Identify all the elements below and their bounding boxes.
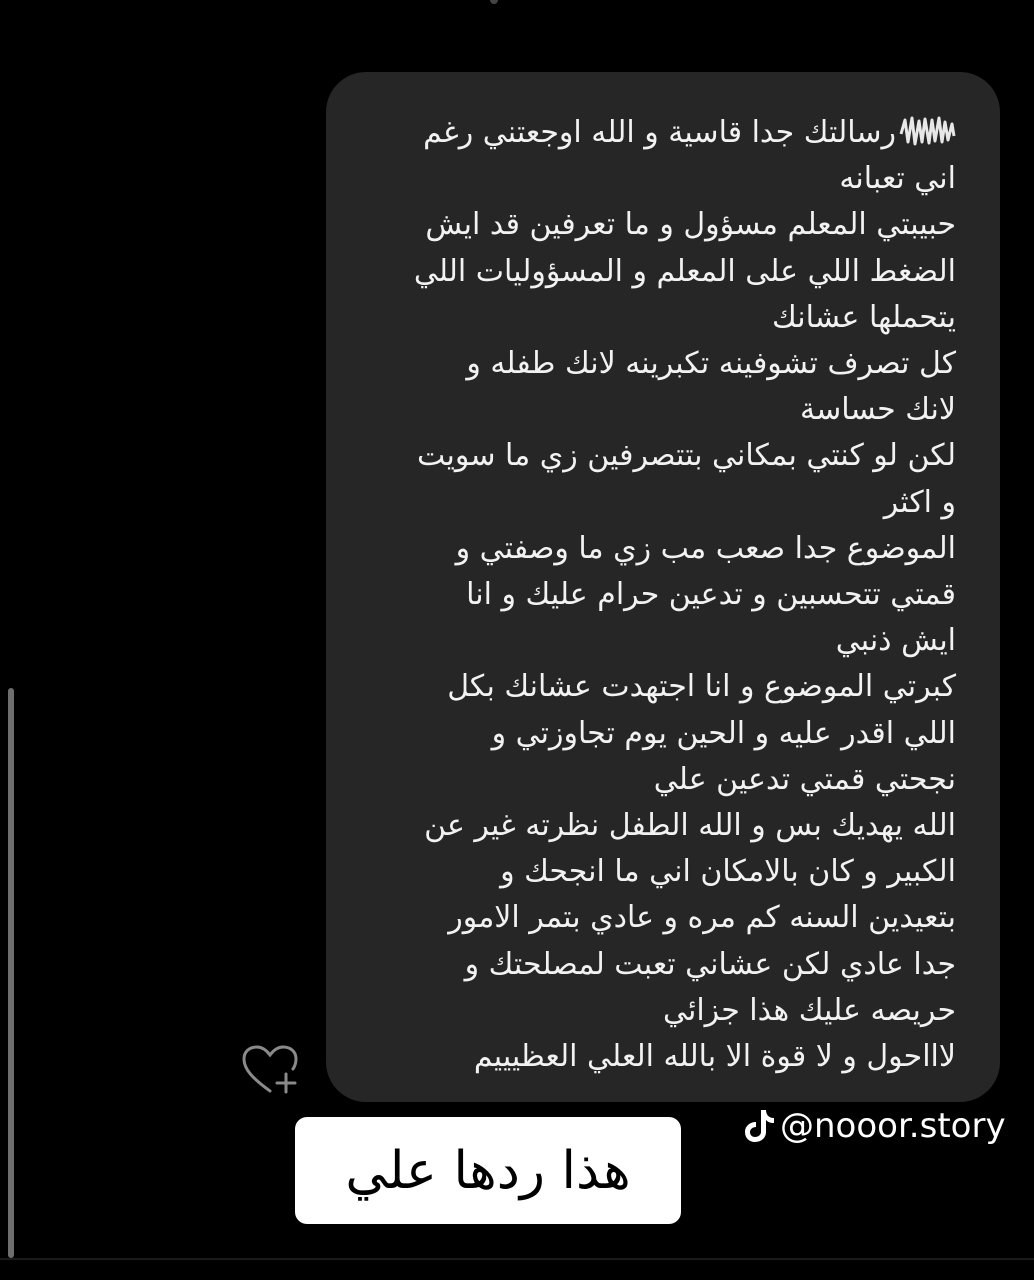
- message-line: [376, 849, 956, 895]
- message-line: [376, 387, 956, 433]
- message-line-text: اني تعبانه: [839, 161, 956, 197]
- message-line: [376, 249, 956, 295]
- message-line-text: جدا عادي لكن عشاني تعبت لمصلحتك و: [464, 946, 956, 982]
- message-line-text: حريصه عليك هذا جزائي: [662, 992, 956, 1028]
- caption-text: هذا ردها علي: [345, 1140, 631, 1201]
- message-line-text: نجحتي قمتي تدعين علي: [653, 761, 956, 797]
- message-line-text: الموضوع جدا صعب مب زي ما وصفتي و: [455, 530, 956, 566]
- message-line-text: لانك حساسة: [800, 392, 956, 428]
- message-line: [376, 757, 956, 803]
- message-line: [376, 618, 956, 664]
- message-line: [376, 664, 956, 710]
- message-line: [376, 988, 956, 1034]
- caption-box: [295, 1117, 681, 1224]
- message-line-text: ايش ذنبي: [835, 623, 956, 659]
- scribble-redaction-icon: [898, 112, 956, 150]
- message-line: [376, 942, 956, 988]
- message-bubble[interactable]: [326, 72, 1000, 1102]
- message-line: [376, 1034, 956, 1080]
- message-line-text: بتعيدين السنه كم مره و عادي بتمر الامور: [448, 900, 956, 936]
- message-line-text: رسالتك جدا قاسية و الله اوجعتني رغم: [423, 115, 896, 150]
- watermark: [742, 1104, 1006, 1148]
- top-indicator: [490, 0, 498, 4]
- message-line: [376, 572, 956, 618]
- message-line: [376, 480, 956, 526]
- message-line: [376, 895, 956, 941]
- message-line: [376, 803, 956, 849]
- message-line-text: قمتي تتحسبين و تدعين حرام عليك و انا: [466, 577, 956, 613]
- message-line-text: حبيبتي المعلم مسؤول و ما تعرفين قد ايش: [425, 207, 956, 243]
- message-text: [376, 110, 956, 1080]
- message-line-text: الضغط اللي على المعلم و المسؤوليات اللي: [413, 253, 956, 289]
- watermark-handle: @nooor.story: [780, 1106, 1006, 1146]
- message-line-text: كبرتي الموضوع و انا اجتهدت عشانك بكل: [447, 669, 956, 705]
- message-line: [376, 110, 956, 156]
- scrollbar[interactable]: [8, 688, 14, 1258]
- message-line: [376, 433, 956, 479]
- message-line: [376, 156, 956, 202]
- message-line-text: كل تصرف تشوفينه تكبرينه لانك طفله و: [466, 346, 956, 382]
- message-line-text: الكبير و كان بالامكان اني ما انجحك و: [500, 854, 956, 890]
- message-line: [376, 341, 956, 387]
- message-line: [376, 295, 956, 341]
- message-line-text: لاااحول و لا قوة الا بالله العلي العظيييم: [473, 1039, 956, 1075]
- message-line: [376, 526, 956, 572]
- message-line-text: الله يهديك بس و الله الطفل نظرته غير عن: [424, 808, 956, 844]
- message-line: [376, 711, 956, 757]
- bottom-divider: [0, 1258, 1034, 1260]
- message-line: [376, 202, 956, 248]
- tiktok-logo-icon: [742, 1107, 776, 1145]
- heart-plus-icon[interactable]: [240, 1044, 300, 1096]
- message-line-text: يتحملها عشانك: [772, 299, 956, 335]
- message-line-text: اللي اقدر عليه و الحين يوم تجاوزتي و: [491, 715, 956, 751]
- message-line-text: لكن لو كنتي بمكاني بتتصرفين زي ما سويت: [417, 438, 956, 474]
- message-line-text: و اكثر: [883, 484, 956, 520]
